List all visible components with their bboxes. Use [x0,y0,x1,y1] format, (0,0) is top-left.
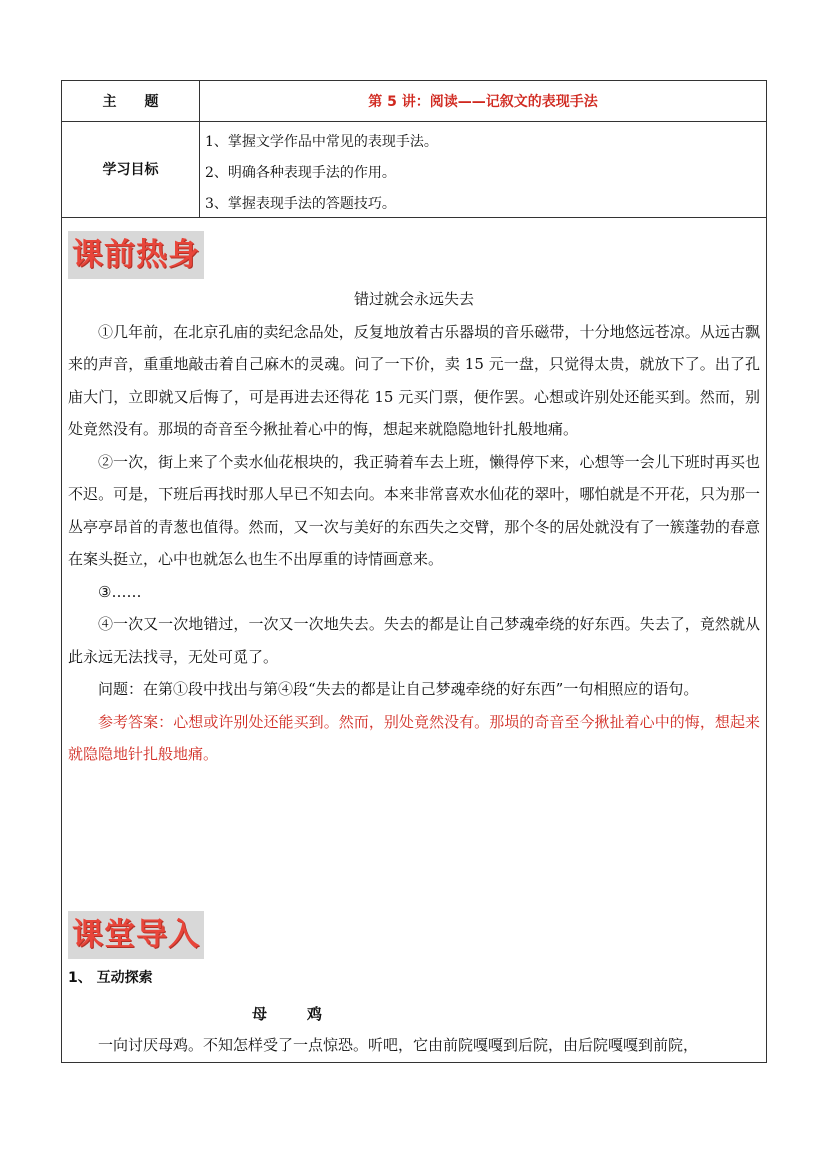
intro-paragraph: 一向讨厌母鸡。不知怎样受了一点惊恐。听吧，它由前院嘎嘎到后院，由后院嘎嘎到前院， [98,1036,699,1054]
goal-item: 3、掌握表现手法的答题技巧。 [205,196,396,212]
intro-subheading: 1、 互动探索 [68,970,153,986]
article-paragraph: ③…… [98,582,142,601]
article-paragraph: ④一次又一次地错过，一次又一次地失去。失去的都是让自己梦魂牵绕的好东西。失去了，竟然就从此永远无法找寻，无处可觅了。 [68,615,760,666]
column-divider [199,121,200,217]
goal-item: 2、明确各种表现手法的作用。 [205,165,396,181]
poem-title: 母鸡 [252,1005,363,1023]
article-paragraph: ②一次，街上来了个卖水仙花根块的，我正骑着车去上班，懒得停下来，心想等一会儿下班时再买也不迟。可是，下班后再找时那人早已不知去向。本来非常喜欢水仙花的翠叶，哪怕就是不开花，只为那一丛亭亭昂首的青葱也值得。然而，又一次与美好的东西失之交臂，那个冬的居处就没有了一簇蓬勃的春意在案头挺立，心中也就怎么也生不出厚重的诗情画意来。 [68,452,760,568]
worksheet-page [61,80,767,1063]
intro-section-title: 课堂导入 [68,911,204,959]
article-title: 错过就会永远失去 [353,290,474,308]
intro-text [68,1029,760,1062]
warmup-article [68,283,760,771]
question: 问题：在第①段中找出与第④段“失去的都是让自己梦魂牵绕的好东西”一句相照应的语句。 [98,680,699,698]
reference-answer: 参考答案：心想或许别处还能买到。然而，别处竟然没有。那埙的奇音至今揪扯着心中的悔，想起来就隐隐地针扎般地痛。 [68,712,760,763]
topic-row [62,81,766,122]
goals-label: 学习目标 [102,162,159,178]
topic-value: 第 5 讲：阅读——记叙文的表现手法 [368,94,598,110]
goals-row [62,121,766,218]
topic-label: 主题 [102,94,187,110]
article-paragraph: ①几年前，在北京孔庙的卖纪念品处，反复地放着古乐器埙的音乐磁带，十分地悠远苍凉。从远古飘来的声音，重重地敲击着自己麻木的灵魂。问了一下价，卖 15 元一盘，只觉得太贵，就放下了。出了孔庙大门，立即就又后悔了，可是再进去还得花 15 元买门票，便作罢。心想或许别处还能买到。然而，别处竟然没有。那埙的奇音至今揪扯着心中的悔，想起来就隐隐地针扎般地痛。 [68,322,760,438]
warmup-section-title: 课前热身 [68,231,204,279]
goals-list [205,127,438,220]
goal-item: 1、掌握文学作品中常见的表现手法。 [205,134,438,150]
